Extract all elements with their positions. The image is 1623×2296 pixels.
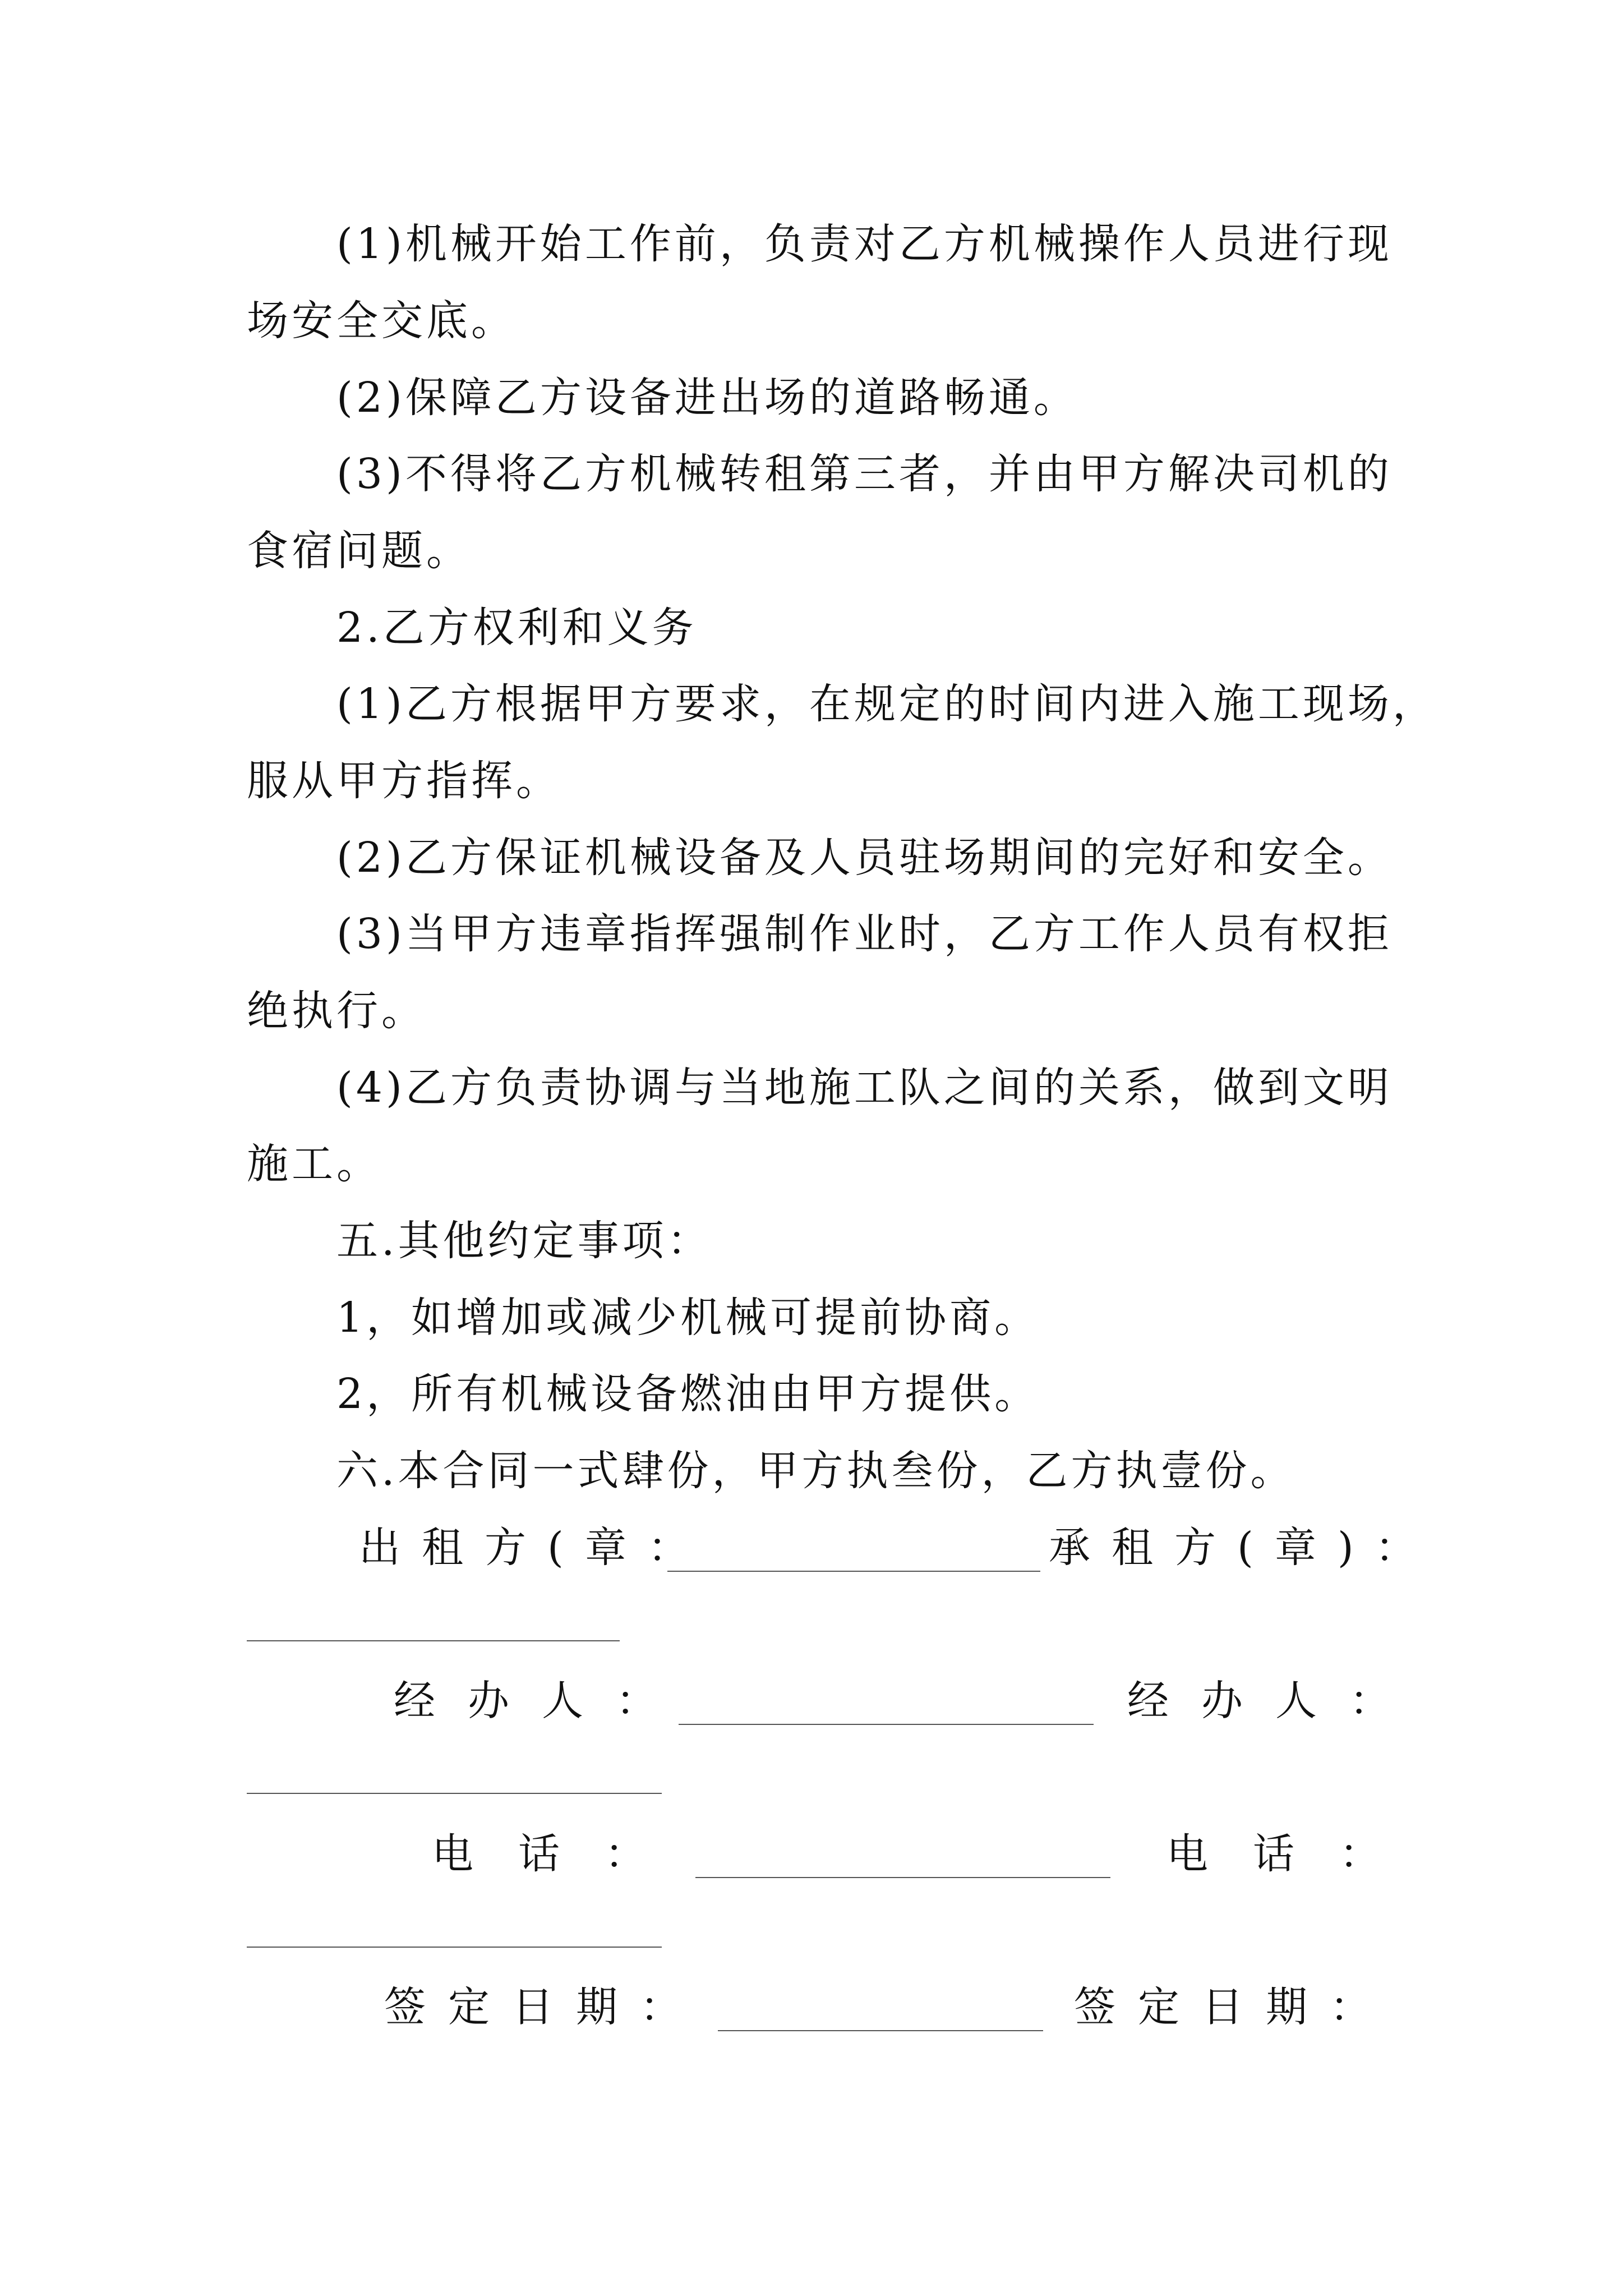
handler-label-lessor: 经办人： bbox=[394, 1677, 690, 1725]
paragraph-line: (1)机械开始工作前，负责对乙方机械操作人员进行现 bbox=[336, 220, 1393, 268]
section-heading: 2.乙方权利和义务 bbox=[336, 604, 697, 652]
phone-blank-lessor[interactable] bbox=[695, 1877, 1110, 1878]
paragraph-line: 服从甲方指挥。 bbox=[247, 757, 561, 805]
paragraph-line: (1)乙方根据甲方要求，在规定的时间内进入施工现场， bbox=[336, 680, 1437, 728]
paragraph-line: 食宿问题。 bbox=[247, 527, 471, 575]
lessor-signature-blank[interactable] bbox=[667, 1571, 1040, 1572]
lessee-label: 承租方(章)： bbox=[1049, 1524, 1438, 1572]
lessee-signature-blank[interactable] bbox=[247, 1640, 620, 1641]
paragraph-line: 1，如增加或减少机械可提前协商。 bbox=[336, 1294, 1040, 1342]
paragraph-line: 绝执行。 bbox=[247, 987, 426, 1035]
paragraph-line: (2)乙方保证机械设备及人员驻场期间的完好和安全。 bbox=[336, 834, 1393, 882]
paragraph-line: (3)当甲方违章指挥强制作业时，乙方工作人员有权拒 bbox=[336, 910, 1393, 958]
paragraph-line: (3)不得将乙方机械转租第三者，并由甲方解决司机的 bbox=[336, 450, 1393, 498]
paragraph-line: (2)保障乙方设备进出场的道路畅通。 bbox=[336, 374, 1078, 422]
paragraph-line: 场安全交底。 bbox=[247, 297, 516, 345]
handler-blank-lessee[interactable] bbox=[247, 1793, 662, 1794]
paragraph-line: (4)乙方负责协调与当地施工队之间的关系，做到文明 bbox=[336, 1064, 1393, 1112]
paragraph-line: 六.本合同一式肆份，甲方执叁份，乙方执壹份。 bbox=[336, 1447, 1295, 1495]
paragraph-line: 施工。 bbox=[247, 1140, 381, 1188]
handler-blank-lessor[interactable] bbox=[679, 1724, 1094, 1725]
phone-label-lessor: 电话： bbox=[432, 1830, 691, 1878]
date-blank-lessor[interactable] bbox=[718, 2030, 1043, 2031]
lessor-label: 出租方(章： bbox=[359, 1524, 711, 1572]
section-heading: 五.其他约定事项： bbox=[336, 1217, 712, 1265]
handler-label-lessee: 经办人： bbox=[1127, 1677, 1423, 1725]
date-label-lessee: 签定日期： bbox=[1074, 1983, 1394, 2031]
date-label-lessor: 签定日期： bbox=[384, 1983, 704, 2031]
paragraph-line: 2，所有机械设备燃油由甲方提供。 bbox=[336, 1370, 1040, 1418]
phone-label-lessee: 电话： bbox=[1166, 1830, 1426, 1878]
phone-blank-lessee[interactable] bbox=[247, 1947, 662, 1948]
